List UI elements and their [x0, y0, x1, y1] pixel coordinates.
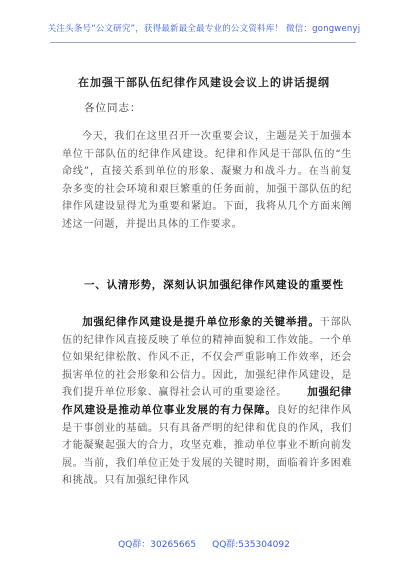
salutation: 各位同志：: [84, 102, 142, 114]
point1-lead: 加强纪律作风建设是提升单位形象的关键举措。: [82, 316, 320, 328]
document-title: 在加强干部队伍纪律作风建设会议上的讲话提纲: [78, 76, 330, 89]
point1-body: 干部队伍的纪律作风直接反映了单位的精神面貌和工作效能。一个单位如果纪律松散、作风不正，不仅会严重影响工作效率，还会损害单位的社会形象和公信力。因此，加强纪律作风建设，是我们提升单位形象、赢得社会认可的重要途径。: [62, 317, 352, 399]
footer-qq-group-1: QQ群：30265665: [118, 540, 197, 550]
point2-lead: 加强纪律作风建设是推动单位事业发展的有力保障。: [62, 386, 352, 416]
intro-paragraph: 今天，我们在这里召开一次重要会议，主题是关于加强本单位干部队伍的纪律作风建设。纪律和作风是干部队伍的“生命线”，直接关系到单位的形象、凝聚力和战斗力。在当前复杂多变的社会环境和艰巨繁重的任务面前，加强干部队伍的纪律作风建设显得尤为重要和紧迫。下面，我将从几个方面来阐述这一问题，并提出具体的工作要求。: [62, 131, 352, 230]
header-divider: [50, 42, 356, 43]
section-heading: 一、认清形势，深刻认识加强纪律作风建设的重要性: [84, 279, 344, 291]
body-paragraph: [62, 314, 352, 490]
point2-body: 良好的纪律作风是干事创业的基础。只有具备严明的纪律和优良的作风，我们才能凝聚起强大的合力，攻坚克难，推动单位事业不断向前发展。当前，我们单位正处于发展的关键时期，面临着许多困难和挑战。只有加强纪律作风: [62, 404, 352, 487]
footer: [0, 537, 408, 550]
header-banner: 关注头条号“公文研究”，获得最新最全最专业的公文资料库！ 微信：gongwenyj: [47, 24, 361, 34]
footer-qq-group-2: QQ群:535304092: [212, 540, 290, 550]
